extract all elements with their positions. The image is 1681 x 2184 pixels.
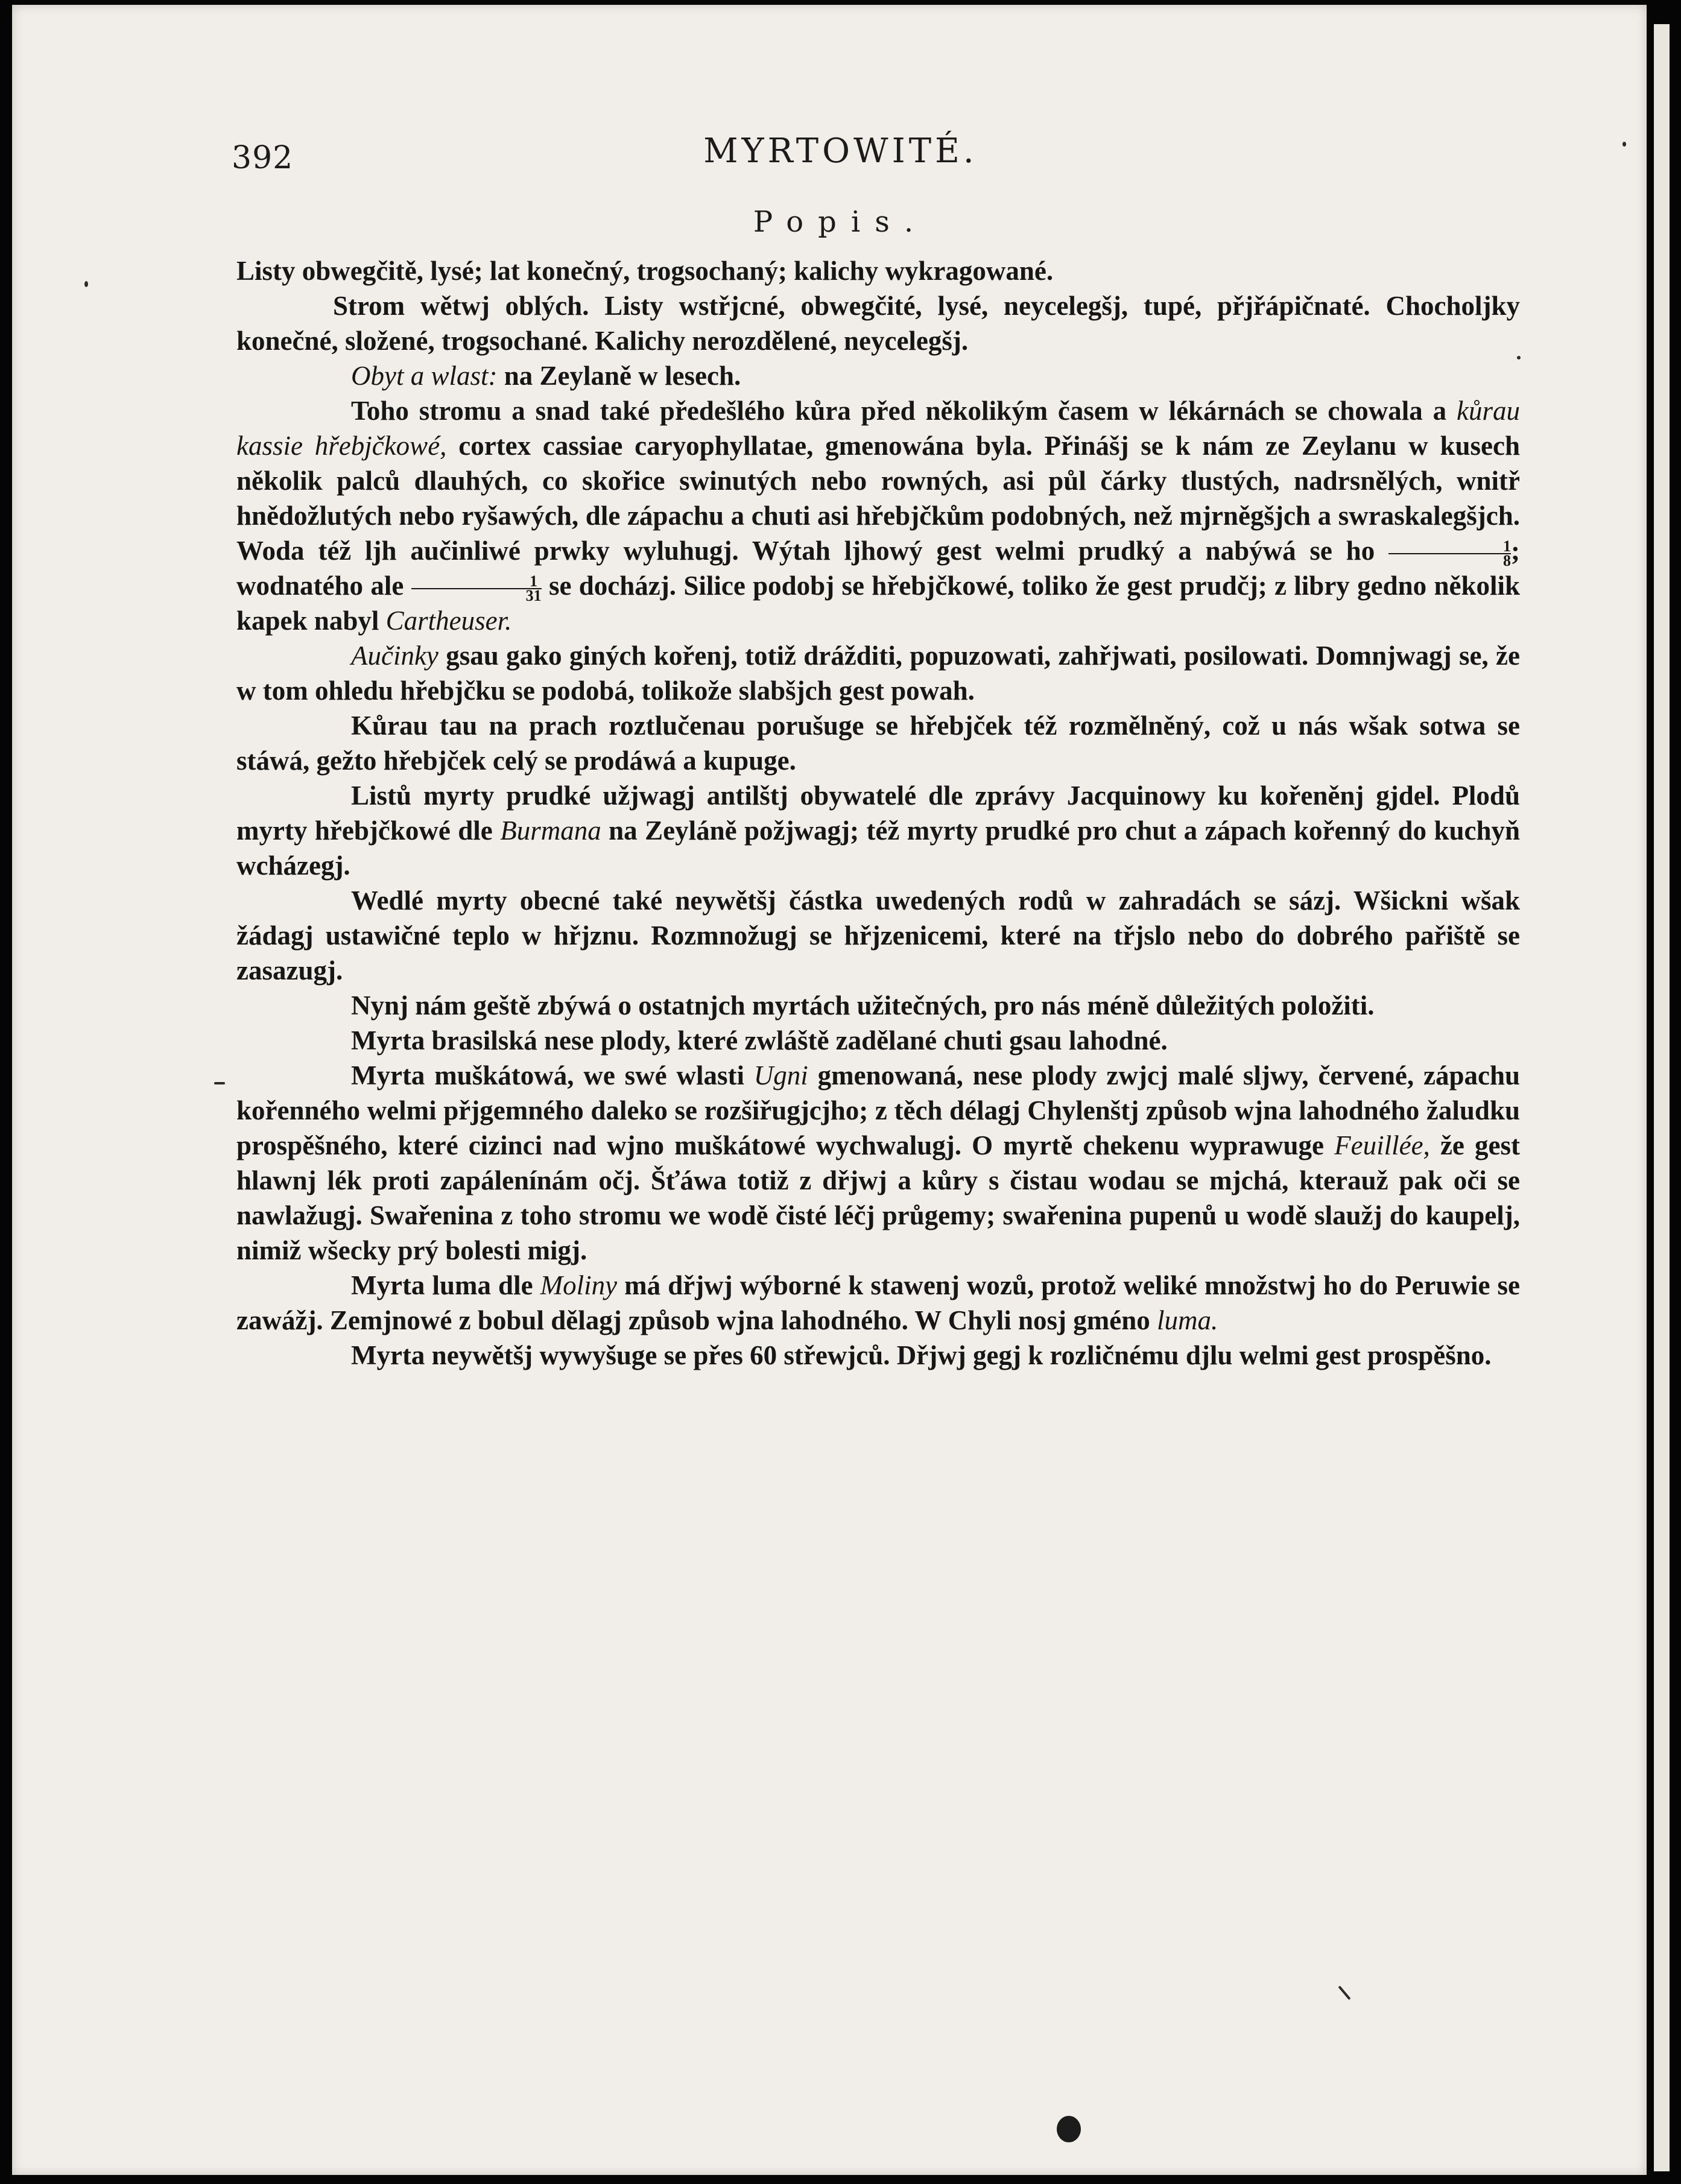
bark-text-b: cortex cassiae caryophyllatae, gmenowána byla. Přinášj se k nám ze Zeylanu w kusech několik palců dlauhých, co skořice swinutých nebo rowných, asi půl čárky tlustých, nadrsnělých, wnitř hnědožlutých nebo ryšawých, dle zápachu a chuti asi hřebjčkům podobných, než mjrněgšjch a swraskalegšjch. Woda též ljh aučinliwé prwky wyluhugj. Wýtah ljhowý gest welmi prudký a nabýwá se ho — [236, 431, 1520, 566]
diagnosis-paragraph — [236, 253, 1520, 288]
author-feuillee: Feuillée, — [1334, 1130, 1430, 1160]
bark-text-d: se docházj. Silice podobj se hřebjčkowé, toliko že gest prudčj; z libry gedno několik kapek nabyl — [236, 571, 1521, 636]
author-cartheuser: Cartheuser. — [385, 606, 512, 636]
luma-text-a: Myrta luma dle — [351, 1270, 533, 1300]
fraction-denominator: 8 — [1503, 551, 1512, 569]
scan-speck — [1517, 356, 1521, 359]
leaves-text-a: Listů myrty prudké užjwagj antilštj obywatelé dle zprávy Jacquinowy ku kořeněnj gjdel. Plodů myrty hřebjčkowé dle — [236, 780, 1520, 846]
running-head: MYRTOWITÉ. — [703, 131, 978, 171]
nutmeg-text-c: že gest hlawnj lék proti zapálenínám očj. Šťáwa totiž z dřjwj a kůry s čistau wodau se mjchá, kterauž pak oči se nawlažugj. Swařenina z toho stromu we wodě čisté léčj průgemy; swařenina pupenů u wodě slaužj do kaupelj, nimiž wšecky prý bolesti migj. — [236, 1130, 1521, 1265]
luma-paragraph — [236, 1268, 1520, 1338]
cultivation-text: Wedlé myrty obecné také neywětšj částka uwedených rodů w zahradách se sázj. Wšickni wšak žádagj ustawičné teplo w hřjznu. Rozmnožugj se hřjzenicemi, které na třjslo nebo do dobrého pařiště se zasazugj. — [236, 885, 1520, 986]
description-paragraph — [236, 288, 1520, 358]
scan-speck — [84, 281, 88, 287]
largest-myrtle-text: Myrta neywětšj wywyšuge se přes 60 střewjců. Dřjwj gegj k rozličnému djlu welmi gest prospěšno. — [351, 1340, 1492, 1370]
fraction-numerator: 1 — [411, 575, 542, 589]
habitat-text: na Zeylaně w lesech. — [504, 361, 741, 391]
luma-text-b: má dřjwj wýborné k stawenj wozů, protož weliké množstwj ho do Peruwie se zawážj. Zemjnowé z bobul dělagj způsob wjna lahodného. W Chyli nosj gméno — [236, 1270, 1521, 1335]
name-luma: luma. — [1157, 1305, 1218, 1335]
largest-myrtle-paragraph — [236, 1338, 1520, 1373]
name-ugni: Ugni — [753, 1060, 808, 1090]
fraction-numerator: 1 — [1388, 540, 1511, 554]
author-burmana: Burmana — [500, 815, 601, 846]
scan-speck — [214, 1082, 225, 1084]
adjacent-page-edge — [1654, 24, 1670, 2171]
effects-paragraph — [236, 638, 1520, 708]
powder-paragraph — [236, 708, 1520, 778]
effects-text: gsau gako giných kořenj, totiž drážditi, popuzowati, zahřjwati, posilowati. Domnjwagj se, že w tom ohledu hřebjčku se podobá, tolikože slabšjch gest powah. — [236, 641, 1520, 706]
section-heading: Popis. — [753, 205, 928, 239]
description-text: Strom wětwj oblých. Listy wstřjcné, obwegčité, lysé, neycelegšj, tupé, přjřápičnaté. Chocholjky konečné, složené, trogsochané. Kalichy nerozdělené, neycelegšj. — [236, 291, 1520, 356]
bark-paragraph — [236, 393, 1520, 638]
other-myrtles-text: Nynj nám geště zbýwá o ostatnjch myrtách užitečných, pro nás méně důležitých položiti. — [351, 990, 1375, 1021]
diagnosis-text: Listy obwegčitě, lysé; lat konečný, trogsochaný; kalichy wykragowané. — [236, 256, 1054, 286]
nutmeg-text-b: gmenowaná, nese plody zwjcj malé sljwy, červené, zápachu kořenného welmi přjgemného daleko se rozšiřugjcjho; z těch délagj Chylenštj způsob wjna lahodného žaludku prospěšného, které cizinci nad wjno muškátowé wychwalugj. O myrtě chekenu wyprawuge — [236, 1060, 1520, 1160]
fraction-one-thirty-first — [411, 572, 542, 604]
habitat-paragraph — [236, 358, 1520, 393]
cultivation-paragraph — [236, 883, 1520, 988]
leaves-text-b: na Zeyláně požjwagj; též myrty prudké pro chut a zápach kořenný do kuchyň wcházegj. — [236, 815, 1521, 881]
scan-speck — [1622, 142, 1626, 147]
leaves-paragraph — [236, 778, 1520, 883]
bark-text-a: Toho stromu a snad také předešlého kůra před několikým časem w lékárnách se chowala a — [351, 396, 1447, 426]
body-text — [236, 253, 1520, 1373]
other-myrtles-paragraph — [236, 988, 1520, 1023]
bark-italic-name: kůrau kassie hřebjčkowé, — [236, 396, 1520, 461]
nutmeg-text-a: Myrta muškátowá, we swé wlasti — [351, 1060, 744, 1090]
effects-label: Aučinky — [351, 641, 438, 671]
powder-text: Kůrau tau na prach roztlučenau porušuge se hřebjček též rozmělněný, což u nás wšak sotwa se stáwá, gežto hřebjček celý se prodáwá a kupuge. — [236, 711, 1520, 776]
habitat-label: Obyt a wlast: — [351, 361, 498, 391]
scan-speck — [1057, 2116, 1081, 2142]
nutmeg-myrtle-paragraph — [236, 1058, 1520, 1268]
brasil-myrtle-paragraph — [236, 1023, 1520, 1058]
brasil-myrtle-text: Myrta brasilská nese plody, které zwláště zadělané chuti gsau lahodné. — [351, 1025, 1168, 1056]
fraction-denominator: 31 — [525, 586, 542, 604]
bark-text-c: ; wodnatého ale — [236, 536, 1521, 601]
page-number: 392 — [232, 140, 294, 176]
author-moliny: Moliny — [540, 1270, 618, 1300]
fraction-one-eighth — [1388, 537, 1512, 569]
